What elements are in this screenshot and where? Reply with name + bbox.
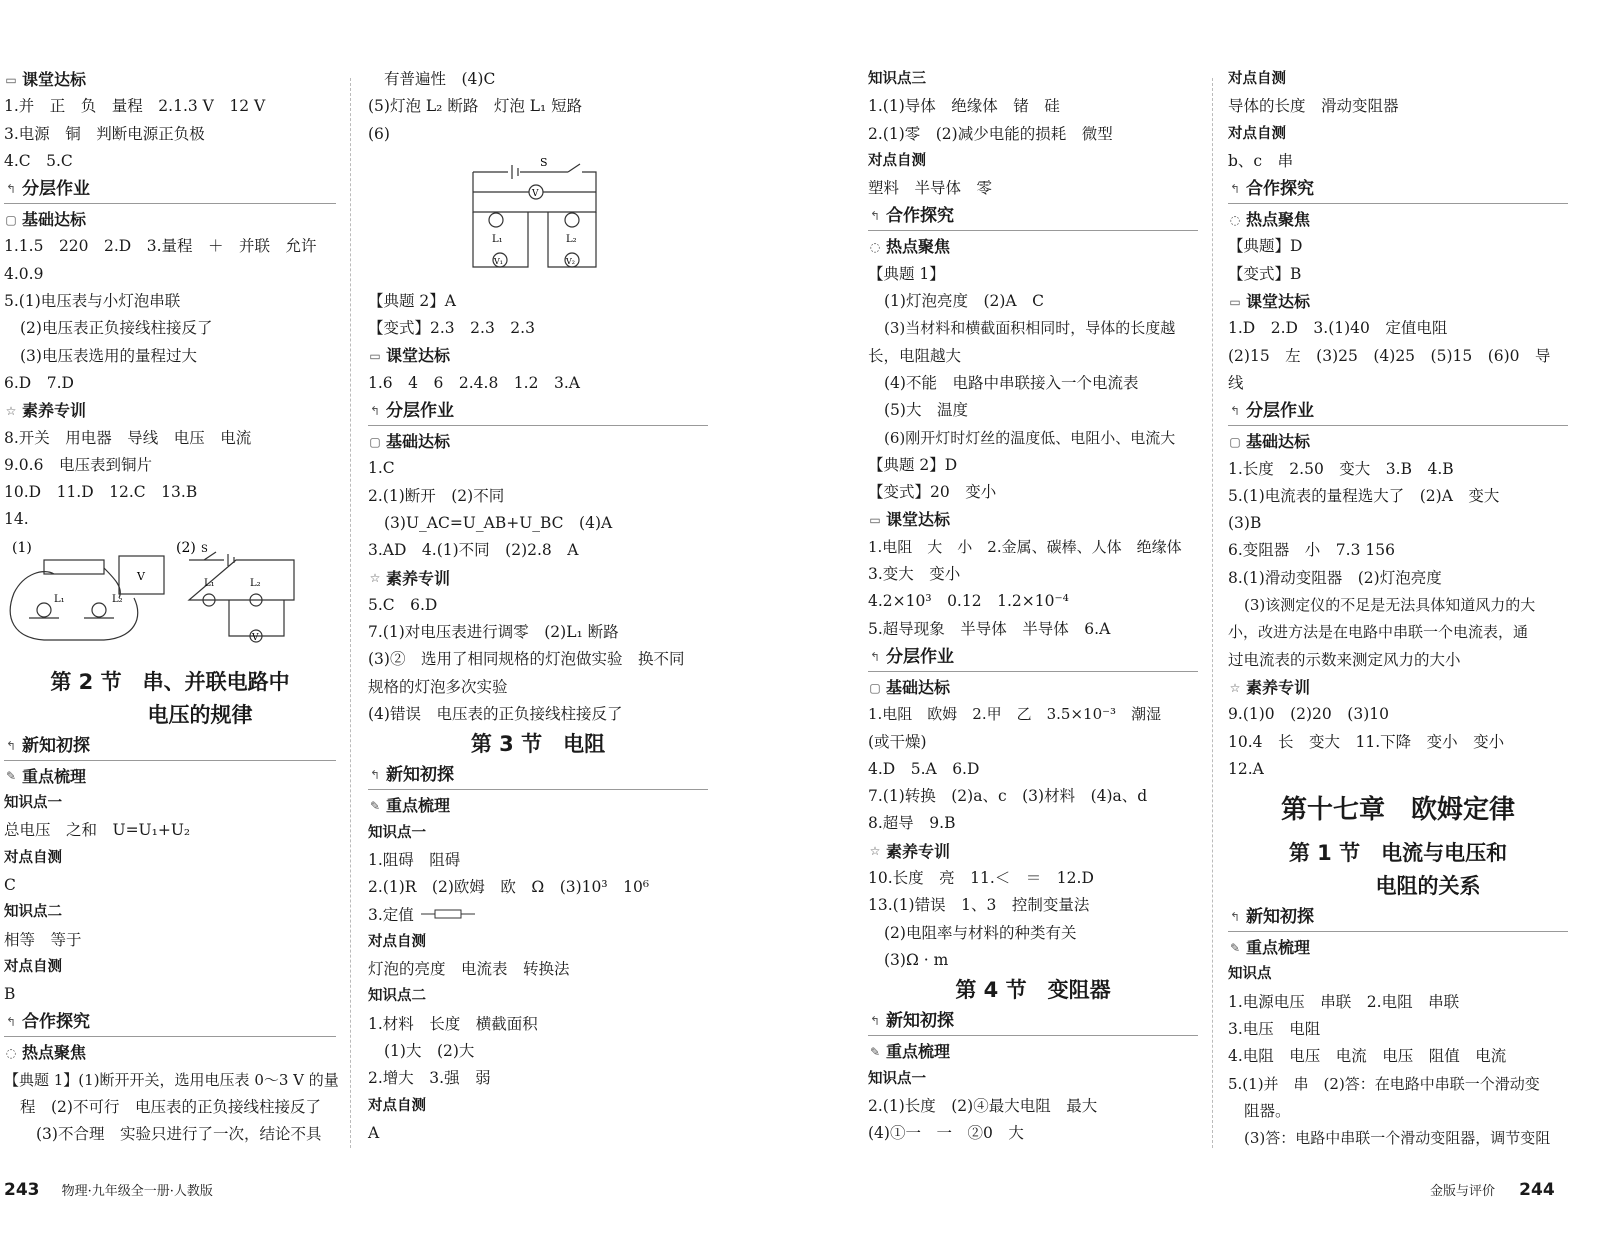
answer-line: 2.(1)零 (2)减少电能的损耗 微型 (868, 124, 1113, 143)
section-title: 第 4 节 变阻器 (955, 978, 1111, 1003)
answer-line: 4.D 5.A 6.D (868, 759, 980, 778)
answer-line: 1.长度 2.50 变大 3.B 4.B (1228, 459, 1454, 478)
heading-fenceng: ↰ 分层作业 (4, 175, 336, 204)
answer-line: 10.D 11.D 12.C 13.B (4, 483, 198, 502)
heading-jichu: ▢ 基础达标 (5, 210, 87, 230)
answer-line: 3.AD 4.(1)不同 (2)2.8 A (368, 541, 579, 560)
pen-icon: ✎ (1229, 940, 1241, 955)
self-test-label: 对点自测 (868, 152, 926, 169)
schematic-drawing (189, 552, 294, 642)
heading-redian: ◌ 热点聚焦 (1229, 210, 1311, 230)
book-icon: ▭ (5, 72, 17, 87)
answer-line: (3)当材料和横截面积相同时，导体的长度越 (884, 319, 1176, 338)
hook-icon: ↰ (369, 404, 381, 419)
answer-line: 1.材料 长度 横截面积 (368, 1014, 538, 1033)
answer-line: 1.(1)导体 绝缘体 锗 硅 (868, 97, 1060, 116)
heading-ketang: ▭ 课堂达标 (369, 346, 451, 366)
fig-label-l2: L₂ (566, 233, 577, 245)
answer-line: 【变式】20 变小 (868, 483, 997, 502)
answer-line: (3)② 选用了相同规格的灯泡做实验 换不同 (368, 650, 685, 669)
answer-line: (3)Ω · m (884, 950, 949, 969)
answer-line: (3)该测定仪的不足是无法具体知道风力的大 (1244, 596, 1536, 615)
answer-line: 灯泡的亮度 电流表 转换法 (368, 960, 570, 979)
answer-line: 【典题 2】A (368, 291, 456, 310)
hook-icon: ↰ (1229, 404, 1241, 419)
answer-line: (3)不合理 实验只进行了一次，结论不具 (36, 1125, 322, 1144)
answer-line: 塑料 半导体 零 (868, 179, 993, 198)
column-2 (368, 66, 708, 1147)
knowledge-point-label: 知识点一 (868, 1070, 926, 1087)
knowledge-point-label: 知识点二 (368, 988, 426, 1005)
answer-line: (3)B (1228, 514, 1262, 533)
knowledge-point-label: 知识点一 (4, 795, 62, 812)
fig-label-v: V (252, 632, 259, 643)
answer-line: 线 (1228, 373, 1244, 392)
answer-line: 4.电阻 电压 电流 电压 阻值 电流 (1228, 1047, 1507, 1066)
heading-ketang: ▭ 课堂达标 (1229, 292, 1311, 312)
answer-line: 10.4 长 变大 11.下降 变小 变小 (1228, 732, 1505, 751)
column-3 (868, 66, 1198, 1147)
answer-line: 相等 等于 (4, 930, 82, 949)
answer-line: 阻器。 (1244, 1101, 1291, 1120)
answer-line: (3)电压表选用的量程过大 (20, 346, 197, 365)
lock-icon: ▢ (869, 680, 881, 695)
section-title: 电阻的关系 (1375, 874, 1481, 899)
fig-label-l1: L₁ (54, 593, 65, 605)
footer-left (4, 1180, 213, 1200)
heading-suyang: ☆ 素养专训 (369, 568, 451, 588)
heading-jichu: ▢ 基础达标 (369, 432, 451, 452)
answer-line: (1)大 (2)大 (384, 1042, 475, 1061)
heading-zhongdian: ✎ 重点梳理 (1229, 938, 1311, 958)
answer-line: 1.6 4 6 2.4.8 1.2 3.A (368, 373, 580, 392)
heading-fenceng: ↰ 分层作业 (1228, 397, 1568, 426)
physical-circuit-drawing (10, 556, 164, 640)
answer-line: (3)U_AC=U_AB+U_BC (4)A (384, 513, 613, 532)
heading-xinzhi: ↰ 新知初探 (4, 732, 336, 761)
heading-xinzhi: ↰ 新知初探 (1228, 903, 1568, 932)
answer-line: 6.变阻器 小 7.3 156 (1228, 541, 1395, 560)
fig-label-l2: L₂ (112, 593, 123, 605)
answer-line: (4)①一 一 ②0 大 (868, 1124, 1024, 1143)
answer-line: 1.1.5 220 2.D 3.量程 ＋ 并联 允许 (4, 237, 317, 256)
fig-label: (1) (12, 539, 32, 556)
knowledge-point-label: 知识点 (1228, 966, 1272, 983)
self-test-label: 对点自测 (368, 1097, 426, 1114)
circuit-figure-6 (368, 152, 708, 284)
fig-label-v2: V₂ (566, 256, 575, 266)
fig-label-l1: L₁ (492, 233, 503, 245)
answer-line: 【典题 2】D (868, 455, 958, 474)
heading-fenceng: ↰ 分层作业 (868, 643, 1198, 672)
heading-zhongdian: ✎ 重点梳理 (369, 796, 451, 816)
knowledge-point-label: 知识点三 (868, 71, 926, 87)
answer-line: 2.(1)断开 (2)不同 (368, 486, 505, 505)
answer-line: 2.增大 3.强 弱 (368, 1069, 491, 1088)
answer-line: 总电压 之和 U=U₁+U₂ (4, 821, 191, 840)
answer-line: 9.0.6 电压表到铜片 (4, 455, 152, 474)
answer-line: 1.C (368, 459, 395, 478)
answer-line: 3.电源 铜 判断电源正负极 (4, 124, 205, 143)
fig-label: (2) (176, 539, 196, 556)
answer-line: A (368, 1123, 380, 1142)
answer-line: 规格的灯泡多次实验 (368, 677, 508, 696)
book-icon: ▭ (369, 349, 381, 364)
answer-line: 3.定值 (368, 902, 708, 929)
knowledge-point-label: 知识点一 (368, 824, 426, 841)
answer-line: 10.长度 亮 11.＜ ＝ 12.D (868, 869, 1094, 888)
resistor-symbol-icon (419, 908, 479, 920)
answer-line: 3.电压 电阻 (1228, 1020, 1321, 1039)
heading-hezuo: ↰ 合作探究 (4, 1008, 336, 1037)
hook-icon: ↰ (5, 738, 17, 753)
answer-line: (1)灯泡亮度 (2)A C (884, 292, 1044, 311)
answer-line: 【典题 1】 (868, 264, 945, 283)
answer-line: (2)电阻率与材料的种类有关 (884, 923, 1077, 942)
answer-line: 程 (2)不可行 电压表的正负接线柱接反了 (20, 1098, 321, 1117)
hook-icon: ↰ (5, 182, 17, 197)
star-icon: ☆ (869, 844, 881, 859)
answer-line: (2)15 左 (3)25 (4)25 (5)15 (6)0 导 (1228, 346, 1551, 365)
hook-icon: ↰ (1229, 182, 1241, 197)
lock-icon: ▢ (1229, 434, 1241, 449)
answer-line: (5)灯泡 L₂ 断路 灯泡 L₁ 短路 (368, 97, 583, 116)
heading-xinzhi: ↰ 新知初探 (368, 761, 708, 790)
self-test-label: 对点自测 (4, 849, 62, 866)
hook-icon: ↰ (369, 768, 381, 783)
self-test-label: 对点自测 (368, 933, 426, 950)
section-title: 第 1 节 电流与电压和 (1288, 841, 1508, 866)
heading-jichu: ▢ 基础达标 (869, 677, 951, 697)
pen-icon: ✎ (369, 798, 381, 813)
answer-line: 7.(1)转换 (2)a、c (3)材料 (4)a、d (868, 787, 1148, 806)
answer-line: (或干燥) (868, 732, 927, 751)
answer-line: (6) (368, 124, 390, 143)
flame-icon: ◌ (5, 1046, 17, 1061)
star-icon: ☆ (369, 571, 381, 586)
answer-line: 1.电源电压 串联 2.电阻 串联 (1228, 992, 1460, 1011)
answer-line: 8.开关 用电器 导线 电压 电流 (4, 428, 252, 447)
self-test-label: 对点自测 (1228, 71, 1286, 87)
answer-line: 2.(1)长度 (2)④最大电阻 最大 (868, 1096, 1098, 1115)
flame-icon: ◌ (869, 240, 881, 255)
answer-line: (3)答：电路中串联一个滑动变阻器，调节变阻 (1244, 1129, 1551, 1148)
answer-line: 12.A (1228, 759, 1264, 778)
answer-line: 14. (4, 510, 29, 529)
pen-icon: ✎ (869, 1044, 881, 1059)
fig-label-v1: V₁ (494, 256, 503, 266)
heading-hezuo: ↰ 合作探究 (1228, 175, 1568, 204)
heading-ketang: ▭ 课堂达标 (5, 70, 87, 89)
heading-jichu: ▢ 基础达标 (1229, 432, 1311, 452)
fig-label-s: S (201, 543, 208, 555)
answer-line: 9.(1)0 (2)20 (3)10 (1228, 705, 1389, 724)
answer-line: 【变式】B (1228, 264, 1302, 283)
answer-line: (5)大 温度 (884, 401, 968, 420)
star-icon: ☆ (1229, 680, 1241, 695)
heading-suyang: ☆ 素养专训 (1229, 677, 1311, 697)
knowledge-point-label: 知识点二 (4, 904, 62, 921)
answer-line: 7.(1)对电压表进行调零 (2)L₁ 断路 (368, 623, 619, 642)
self-test-label: 对点自测 (4, 958, 62, 975)
section-title: 电压的规律 (147, 702, 253, 727)
chapter-title: 第十七章 欧姆定律 (1280, 795, 1515, 826)
answer-line: 1.电阻 大 小 2.金属、碳棒、人体 绝缘体 (868, 537, 1182, 556)
answer-line: 6.D 7.D (4, 373, 74, 392)
self-test-label: 对点自测 (1228, 125, 1286, 142)
answer-line: 13.(1)错误 1、3 控制变量法 (868, 896, 1090, 915)
heading-redian: ◌ 热点聚焦 (5, 1043, 87, 1063)
hook-icon: ↰ (869, 649, 881, 664)
answer-line: 小，改进方法是在电路中串联一个电流表，通 (1228, 623, 1529, 642)
hook-icon: ↰ (5, 1015, 17, 1030)
hook-icon: ↰ (869, 1014, 881, 1029)
answer-line: (4)不能 电路中串联接入一个电流表 (884, 373, 1139, 392)
star-icon: ☆ (5, 403, 17, 418)
section-title: 第 2 节 串、并联电路中 (50, 669, 290, 694)
flame-icon: ◌ (1229, 212, 1241, 227)
answer-line: 4.0.9 (4, 264, 44, 283)
answer-line: 5.(1)并 串 (2)答：在电路中串联一个滑动变 (1228, 1074, 1540, 1093)
book-icon: ▭ (869, 513, 881, 528)
section-title: 第 3 节 电阻 (470, 732, 606, 757)
answer-line: (2)电压表正负接线柱接反了 (20, 319, 213, 338)
fig-label-l1: L₁ (204, 577, 215, 589)
heading-xinzhi: ↰ 新知初探 (868, 1007, 1198, 1036)
fig-label-v: V (137, 569, 145, 583)
heading-zhongdian: ✎ 重点梳理 (5, 766, 87, 786)
page-number-right: 244 (1519, 1180, 1555, 1200)
answer-line: 4.2×10³ 0.12 1.2×10⁻⁴ (868, 592, 1069, 611)
fig-label-l2: L₂ (250, 577, 261, 589)
schematic-drawing (473, 164, 596, 267)
hook-icon: ↰ (869, 209, 881, 224)
answer-line: 【变式】2.3 2.3 2.3 (368, 319, 535, 338)
heading-suyang: ☆ 素养专训 (869, 841, 951, 861)
answer-line: 5.(1)电流表的量程选大了 (2)A 变大 (1228, 486, 1500, 505)
heading-hezuo: ↰ 合作探究 (868, 202, 1198, 231)
answer-line: 2.(1)R (2)欧姆 欧 Ω (3)10³ 10⁶ (368, 878, 650, 897)
series-title: 金版与评价 (1430, 1184, 1496, 1199)
answer-line: 1.D 2.D 3.(1)40 定值电阻 (1228, 319, 1448, 338)
book-icon: ▭ (1229, 294, 1241, 309)
circuit-figure-14 (4, 538, 336, 662)
lock-icon: ▢ (369, 434, 381, 449)
pen-icon: ✎ (5, 769, 17, 784)
lock-icon: ▢ (5, 212, 17, 227)
answer-line: 过电流表的示数来测定风力的大小 (1228, 650, 1461, 669)
heading-redian: ◌ 热点聚焦 (869, 237, 951, 257)
answer-line: 3.变大 变小 (868, 565, 961, 584)
answer-line: 导体的长度 滑动变阻器 (1228, 97, 1399, 116)
column-4 (1228, 66, 1568, 1153)
answer-line: (4)错误 电压表的正负接线柱接反了 (368, 705, 623, 724)
answer-line: 8.超导 9.B (868, 814, 956, 833)
answer-line: (6)刚开灯时灯丝的温度低、电阻小、电流大 (884, 428, 1176, 447)
fig-label-s: S (540, 155, 548, 169)
answer-line: 8.(1)滑动变阻器 (2)灯泡亮度 (1228, 568, 1442, 587)
column-1 (4, 66, 339, 1149)
answer-line: 1.阻碍 阻碍 (368, 850, 461, 869)
answer-line: 5.(1)电压表与小灯泡串联 (4, 292, 181, 311)
answer-line: C (4, 875, 16, 894)
book-title: 物理·九年级全一册·人教版 (61, 1184, 213, 1199)
heading-ketang: ▭ 课堂达标 (869, 510, 951, 530)
fig-label-v: V (532, 188, 539, 199)
answer-line: 有普遍性 (4)C (384, 70, 496, 88)
heading-fenceng: ↰ 分层作业 (368, 397, 708, 426)
answer-line: 【典题 1】(1)断开开关，选用电压表 0～3 V 的量 (4, 1070, 339, 1089)
answer-line: 1.并 正 负 量程 2.1.3 V 12 V (4, 97, 266, 116)
answer-line: 长，电阻越大 (868, 346, 962, 365)
heading-suyang: ☆ 素养专训 (5, 401, 87, 421)
page-number-left: 243 (4, 1180, 40, 1200)
answer-line: B (4, 985, 16, 1004)
answer-line: b、c 串 (1228, 151, 1294, 170)
heading-zhongdian: ✎ 重点梳理 (869, 1042, 951, 1062)
hook-icon: ↰ (1229, 910, 1241, 925)
footer-right (1430, 1180, 1555, 1200)
answer-line: 4.C 5.C (4, 151, 73, 170)
answer-line: 5.超导现象 半导体 半导体 6.A (868, 619, 1111, 638)
answer-line: 【典题】D (1228, 237, 1303, 256)
answer-line: 5.C 6.D (368, 595, 438, 614)
answer-line: 1.电阻 欧姆 2.甲 乙 3.5×10⁻³ 潮湿 (868, 705, 1162, 724)
